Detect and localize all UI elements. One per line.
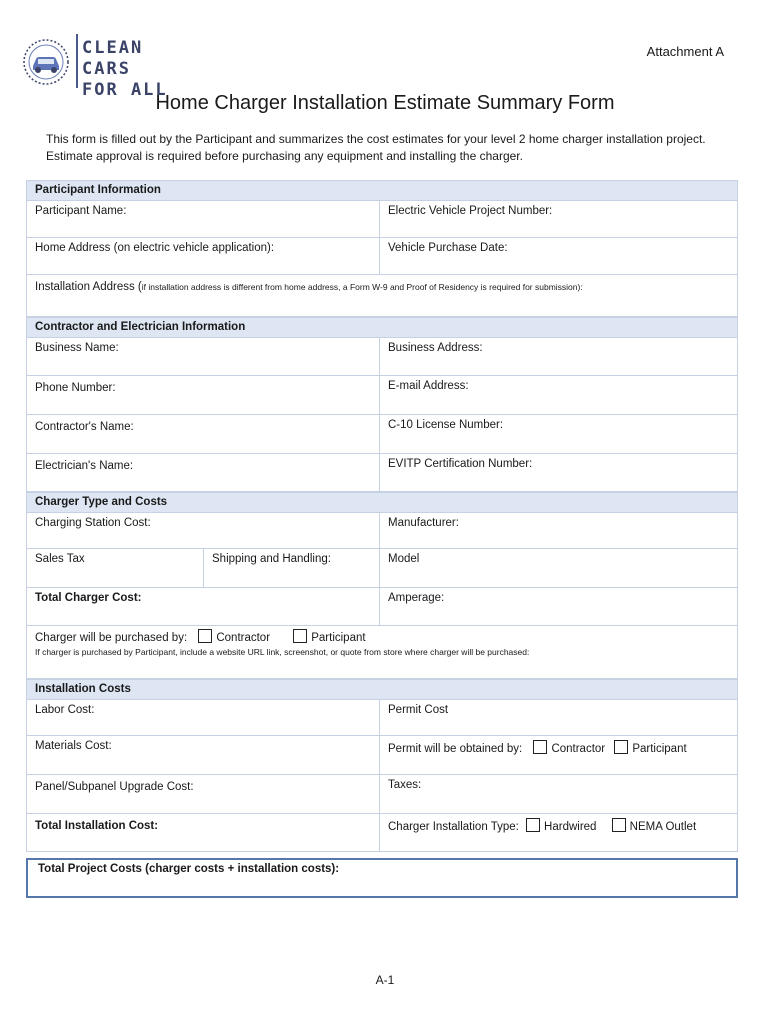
logo-divider — [76, 34, 78, 88]
permit-participant-option: Participant — [632, 743, 687, 755]
intro-text: This form is filled out by the Participant and summarizes the cost estimates for your level 2 home charger installation project. Estimate approval is required before purchasing any equipment and installing the charger. — [46, 132, 706, 163]
section-installation: Installation Costs — [26, 679, 738, 700]
hardwired-checkbox[interactable] — [526, 818, 540, 832]
form-row — [26, 415, 738, 454]
electrician-name-field[interactable]: Electrician's Name: — [35, 460, 134, 472]
business-name-field[interactable]: Business Name: — [35, 342, 119, 354]
vehicle-purchase-date-field[interactable]: Vehicle Purchase Date: — [379, 238, 737, 274]
form-row — [26, 238, 738, 275]
form-row — [26, 814, 738, 852]
permit-participant-checkbox[interactable] — [614, 740, 628, 754]
form-row — [26, 549, 738, 588]
form-row — [26, 700, 738, 736]
evitp-number-field[interactable]: EVITP Certification Number: — [379, 454, 737, 491]
taxes-field[interactable]: Taxes: — [379, 775, 737, 813]
form-row — [26, 626, 738, 679]
materials-cost-field[interactable]: Materials Cost: — [35, 740, 112, 752]
logo-line-2: FOR ALL — [82, 80, 168, 100]
car-emblem-icon — [22, 38, 70, 86]
charger-purchase-note: If charger is purchased by Participant, include a website URL link, screenshot, or quote from store where charger will be purchased: — [35, 647, 530, 657]
total-project-costs-field[interactable]: Total Project Costs (charger costs + installation costs): — [26, 858, 738, 898]
logo-line-1: CLEAN CARS — [82, 38, 144, 79]
form-title: Home Charger Installation Estimate Summary Form — [155, 92, 615, 114]
installation-address-label: Installation Address ( — [35, 281, 142, 293]
clean-cars-logo — [22, 34, 192, 100]
charger-purchaser-line — [35, 629, 729, 644]
nema-outlet-checkbox[interactable] — [612, 818, 626, 832]
form-row — [26, 454, 738, 492]
form-row — [26, 275, 738, 317]
charger-purchaser-field — [27, 626, 737, 678]
total-charger-cost-field[interactable]: Total Charger Cost: — [35, 592, 142, 604]
form-row — [26, 736, 738, 775]
form-row — [26, 376, 738, 415]
charger-purchaser-label: Charger will be purchased by: — [35, 632, 188, 644]
installation-type-field — [379, 814, 737, 851]
form-row — [26, 588, 738, 626]
panel-upgrade-cost-field[interactable]: Panel/Subpanel Upgrade Cost: — [35, 781, 194, 793]
charger-participant-checkbox[interactable] — [293, 629, 307, 643]
permit-cost-field[interactable]: Permit Cost — [379, 700, 737, 735]
phone-number-field[interactable]: Phone Number: — [35, 382, 116, 394]
section-contractor: Contractor and Electrician Information — [26, 317, 738, 338]
model-field[interactable]: Model — [379, 549, 737, 587]
estimate-form — [26, 180, 738, 898]
section-charger: Charger Type and Costs — [26, 492, 738, 513]
installation-address-note: if installation address is different from home address, a Form W-9 and Proof of Residency is required for submission): — [141, 282, 583, 292]
page-number: A-1 — [375, 973, 395, 987]
charger-contractor-checkbox[interactable] — [198, 629, 212, 643]
hardwired-option: Hardwired — [544, 821, 597, 833]
nema-outlet-option: NEMA Outlet — [629, 821, 697, 833]
charger-participant-option: Participant — [311, 632, 366, 644]
section-participant: Participant Information — [26, 180, 738, 201]
installation-address-field[interactable] — [27, 275, 737, 316]
home-address-field[interactable]: Home Address (on electric vehicle application): — [35, 242, 275, 254]
shipping-handling-field[interactable]: Shipping and Handling: — [203, 549, 379, 587]
form-row — [26, 513, 738, 549]
ev-project-number-field[interactable]: Electric Vehicle Project Number: — [379, 201, 737, 237]
permit-contractor-checkbox[interactable] — [533, 740, 547, 754]
labor-cost-field[interactable]: Labor Cost: — [35, 704, 95, 716]
permit-contractor-option: Contractor — [551, 743, 606, 755]
total-installation-cost-field[interactable]: Total Installation Cost: — [35, 820, 159, 832]
form-row — [26, 338, 738, 376]
business-address-field[interactable]: Business Address: — [379, 338, 737, 375]
charging-station-cost-field[interactable]: Charging Station Cost: — [35, 517, 151, 529]
email-address-field[interactable]: E-mail Address: — [379, 376, 737, 414]
installation-type-label: Charger Installation Type: — [388, 821, 519, 833]
form-row — [26, 201, 738, 238]
contractor-name-field[interactable]: Contractor's Name: — [35, 421, 134, 433]
amperage-field[interactable]: Amperage: — [379, 588, 737, 625]
sales-tax-field[interactable]: Sales Tax — [35, 553, 85, 565]
charger-contractor-option: Contractor — [216, 632, 271, 644]
manufacturer-field[interactable]: Manufacturer: — [379, 513, 737, 548]
permit-obtainer-field — [379, 736, 737, 774]
c10-license-field[interactable]: C-10 License Number: — [379, 415, 737, 453]
attachment-label: Attachment A — [646, 44, 724, 59]
form-row — [26, 775, 738, 814]
permit-obtainer-label: Permit will be obtained by: — [388, 743, 523, 755]
participant-name-field[interactable]: Participant Name: — [35, 205, 127, 217]
